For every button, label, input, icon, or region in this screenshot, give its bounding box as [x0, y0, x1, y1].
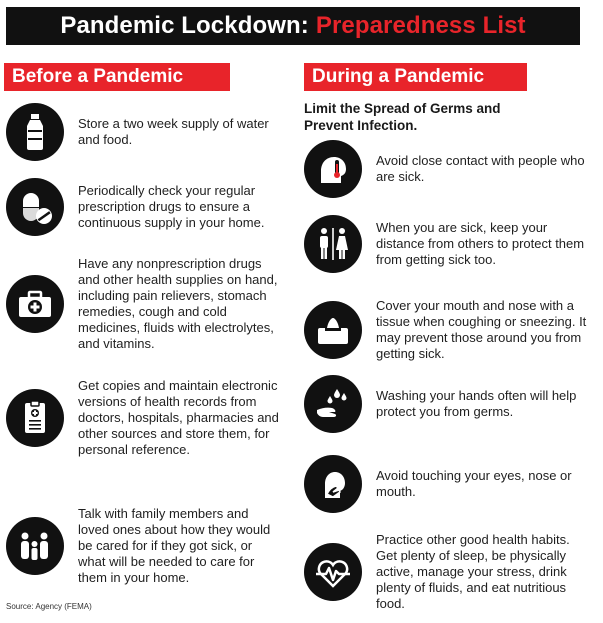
during-item — [304, 298, 591, 362]
during-subheading: Limit the Spread of Germs and Prevent Infection. — [304, 101, 501, 133]
man-woman-icon — [304, 215, 362, 273]
before-item-text: Have any nonprescription drugs and other health supplies on hand, including pain relievers, stomach remedies, cough and cold medicines, fluids with electrolytes, and vitamins. — [78, 256, 278, 351]
during-item — [304, 455, 591, 513]
medical-records-icon — [6, 389, 64, 447]
title-accent: Preparedness List — [315, 12, 526, 39]
before-item — [6, 256, 283, 352]
before-item-text: Get copies and maintain electronic versions of health records from doctors, hospitals, pharmacies and other sources and store them, for personal reference. — [78, 378, 279, 457]
title-main: Pandemic Lockdown: — [60, 12, 309, 39]
hand-washing-icon — [304, 375, 362, 433]
family-icon — [6, 517, 64, 575]
during-item — [304, 140, 591, 198]
water-bottle-icon — [6, 103, 64, 161]
touching-face-icon — [304, 455, 362, 513]
during-item-text: When you are sick, keep your distance from others to protect them from getting sick too. — [376, 220, 585, 267]
sick-thermometer-icon — [304, 140, 362, 198]
during-item-text: Cover your mouth and nose with a tissue when coughing or sneezing. It may prevent those around you from getting sick. — [376, 298, 587, 361]
source-credit: Source: Agency (FEMA) — [6, 602, 92, 611]
during-item-text: Washing your hands often will help protect you from germs. — [376, 388, 577, 419]
before-item-text: Periodically check your regular prescription drugs to ensure a continuous supply in your home. — [78, 183, 265, 230]
before-item — [6, 506, 283, 586]
heart-health-icon — [304, 543, 362, 601]
before-item — [6, 378, 283, 458]
pills-icon — [6, 178, 64, 236]
tissue-box-icon — [304, 301, 362, 359]
during-heading: During a Pandemic — [304, 63, 527, 91]
during-item-text: Avoid close contact with people who are sick. — [376, 153, 585, 184]
before-item-text: Store a two week supply of water and food. — [78, 116, 269, 147]
before-heading: Before a Pandemic — [4, 63, 230, 91]
during-item-text: Practice other good health habits. Get plenty of sleep, be physically active, manage your stress, drink plenty of fluids, and eat nutritious food. — [376, 532, 570, 611]
during-item — [304, 375, 591, 433]
first-aid-kit-icon — [6, 275, 64, 333]
before-item-text: Talk with family members and loved ones about how they would be cared for if they got sick, or what will be needed to care for them in your home. — [78, 506, 271, 585]
before-item — [6, 178, 283, 236]
before-item — [6, 103, 283, 161]
during-item — [304, 215, 591, 273]
during-item — [304, 532, 591, 612]
title-banner — [6, 7, 580, 45]
during-item-text: Avoid touching your eyes, nose or mouth. — [376, 468, 572, 499]
